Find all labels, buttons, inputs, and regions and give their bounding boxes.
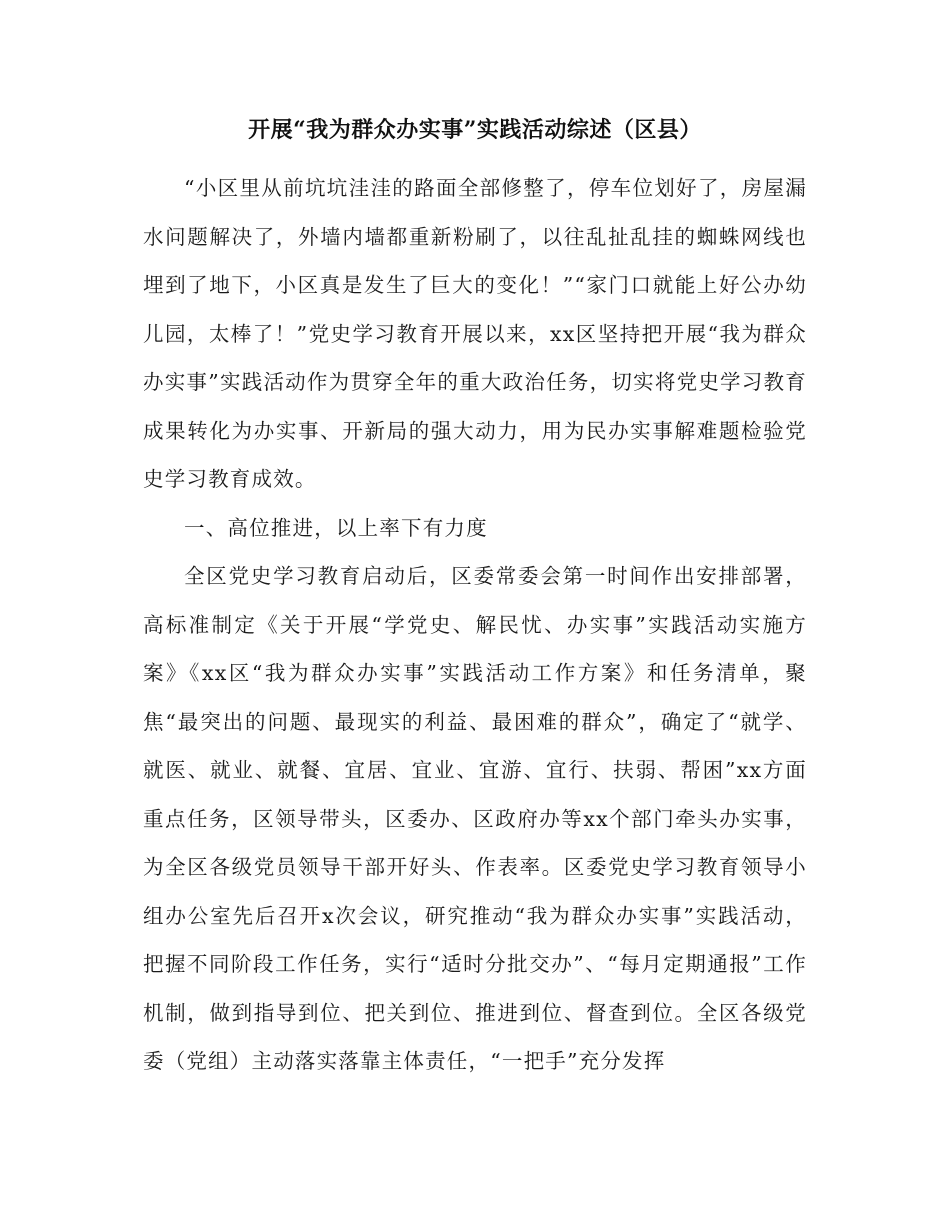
paragraph-section-1: 全区党史学习教育启动后，区委常委会第一时间作出安排部署，高标准制定《关于开展“学党史、解民忧、办实事”实践活动实施方案》《xx区“我为群众办实事”实践活动工作方案》和任务清单，聚焦“最突出的问题、最现实的利益、最困难的群众”，确定了“就学、就医、就业、就餐、宜居、宜业、宜游、宜行、扶弱、帮困”xx方面重点任务，区领导带头，区委办、区政府办等xx个部门牵头办实事，为全区各级党员领导干部开好头、作表率。区委党史学习教育领导小组办公室先后召开x次会议，研究推动“我为群众办实事”实践活动，把握不同阶段工作任务，实行“适时分批交办”、“每月定期通报”工作机制，做到指导到位、把关到位、推进到位、督查到位。全区各级党委（党组）主动落实落靠主体责任，“一把手”充分发挥 — [143, 564, 808, 1073]
document-body — [143, 164, 807, 1086]
section-heading-1: 一、高位推进，以上率下有力度 — [184, 515, 488, 540]
document-title: 开展“我为群众办实事”实践活动综述（区县） — [248, 117, 702, 143]
paragraph-intro: “小区里从前坑坑洼洼的路面全部修整了，停车位划好了，房屋漏水问题解决了，外墙内墙都重新粉刷了，以往乱扯乱挂的蜘蛛网线也埋到了地下，小区真是发生了巨大的变化！”“家门口就能上好公办幼儿园，太棒了！”党史学习教育开展以来，xx区坚持把开展“我为群众办实事”实践活动作为贯穿全年的重大政治任务，切实将党史学习教育成果转化为办实事、开新局的强大动力，用为民办实事解难题检验党史学习教育成效。 — [143, 176, 807, 491]
document-page — [143, 110, 807, 1086]
